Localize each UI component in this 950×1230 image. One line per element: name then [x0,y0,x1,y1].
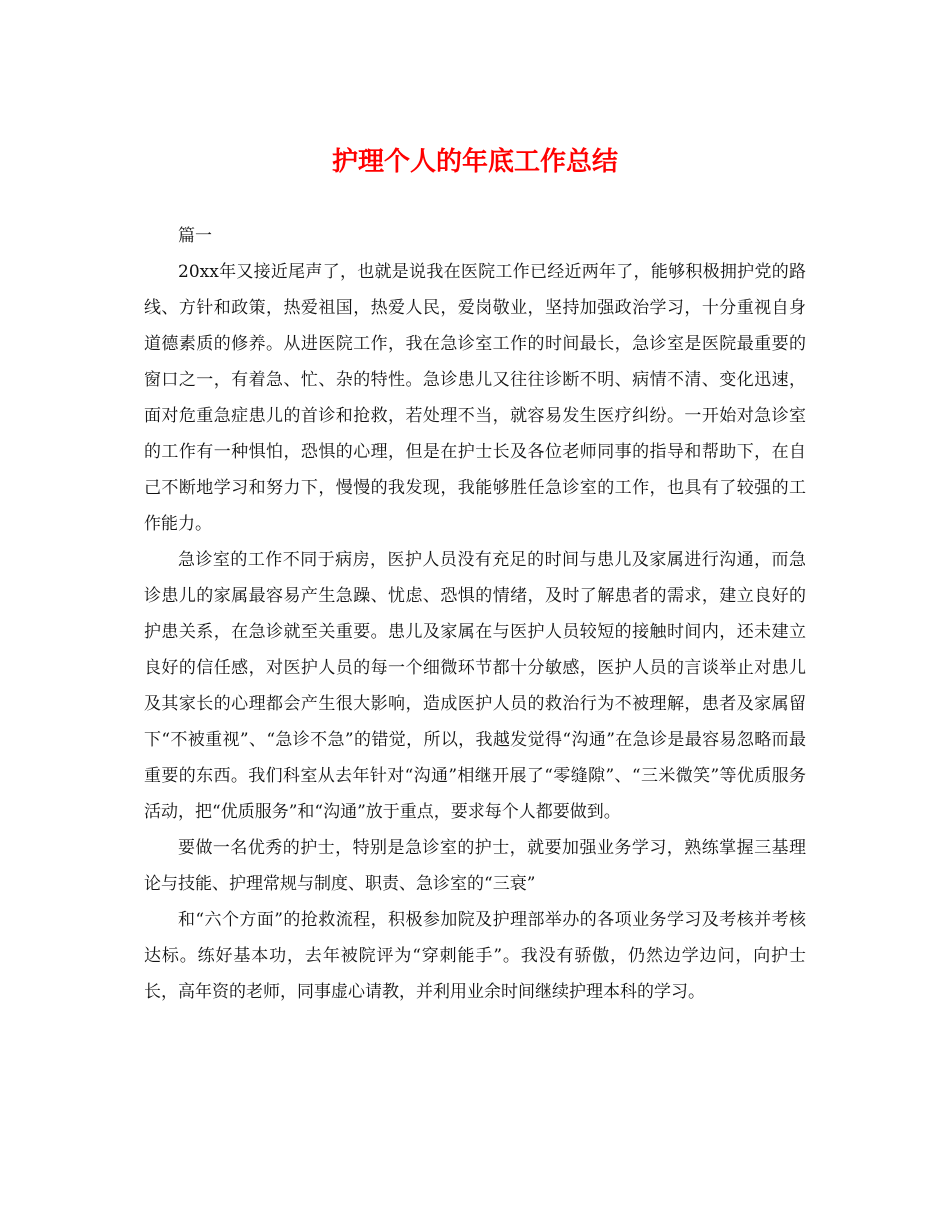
paragraph-2: 急诊室的工作不同于病房，医护人员没有充足的时间与患儿及家属进行沟通，而急诊患儿的家属最容易产生急躁、忧虑、恐惧的情绪，及时了解患者的需求，建立良好的护患关系，在急诊就至关重要。患儿及家属在与医护人员较短的接触时间内，还未建立良好的信任感，对医护人员的每一个细微环节都十分敏感，医护人员的言谈举止对患儿及其家长的心理都会产生很大影响，造成医护人员的救治行为不被理解，患者及家属留下“不被重视”、“急诊不急”的错觉，所以，我越发觉得“沟通”在急诊是最容易忽略而最重要的东西。我们科室从去年针对“沟通”相继开展了“零缝隙”、“三米微笑”等优质服务活动，把“优质服务”和“沟通”放于重点，要求每个人都要做到。 [144,550,806,822]
document-title: 护理个人的年底工作总结 [331,147,618,177]
paragraph-4: 和“六个方面”的抢救流程，积极参加院及护理部举办的各项业务学习及考核并考核达标。练好基本功，去年被院评为“穿刺能手”。我没有骄傲，仍然边学边问，向护士长，高年资的老师，同事虚心请教，并利用业余时间继续护理本科的学习。 [144,910,806,1002]
section-heading: 篇一 [178,226,212,246]
paragraph-3: 要做一名优秀的护士，特别是急诊室的护士，就要加强业务学习，熟练掌握三基理论与技能、护理常规与制度、职责、急诊室的“三衰” [144,838,806,894]
paragraph-1: 20xx年又接近尾声了，也就是说我在医院工作已经近两年了，能够积极拥护党的路线、方针和政策，热爱祖国，热爱人民，爱岗敬业，坚持加强政治学习，十分重视自身道德素质的修养。从进医院工作，我在急诊室工作的时间最长，急诊室是医院最重要的窗口之一，有着急、忙、杂的特性。急诊患儿又往往诊断不明、病情不清、变化迅速，面对危重急症患儿的首诊和抢救，若处理不当，就容易发生医疗纠纷。一开始对急诊室的工作有一种惧怕，恐惧的心理，但是在护士长及各位老师同事的指导和帮助下，在自己不断地学习和努力下，慢慢的我发现，我能够胜任急诊室的工作，也具有了较强的工作能力。 [144,262,806,534]
document-body [144,218,806,1010]
